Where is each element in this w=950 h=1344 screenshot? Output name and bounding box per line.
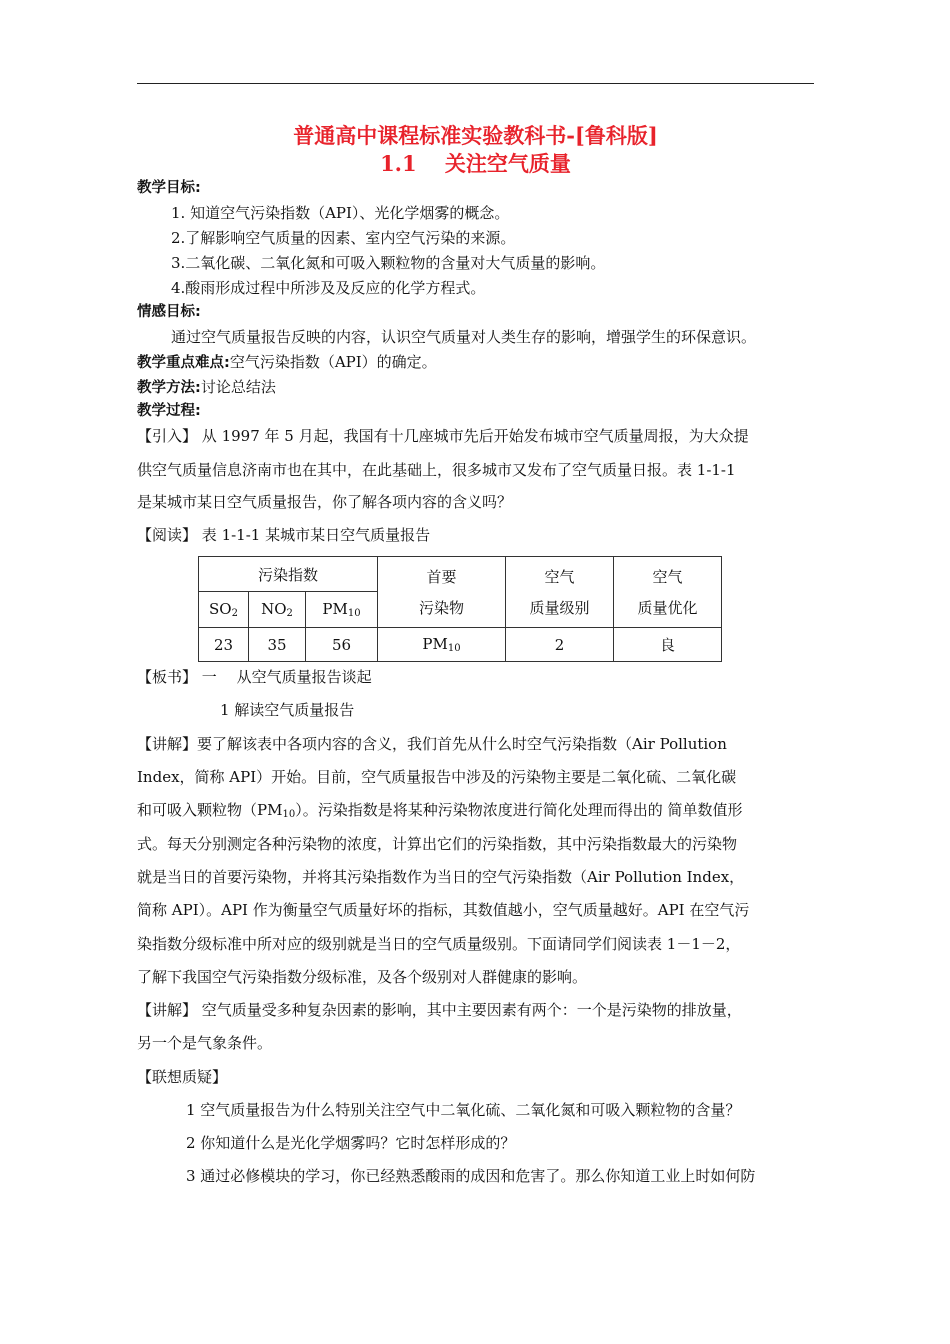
objective-item: 2.了解影响空气质量的因素、室内空气污染的来源。 [171, 229, 516, 247]
explain1-line-8: 了解下我国空气污染指数分级标准，及各个级别对人群健康的影响。 [137, 968, 588, 986]
focus-text: 空气污染指数（API）的确定。 [229, 353, 437, 371]
emotion-label: 情感目标: [137, 304, 201, 320]
air-quality-table [198, 556, 722, 662]
header-no2: $NO_2$ [249, 592, 306, 628]
section-title: 1.1 关注空气质量 [380, 151, 571, 176]
questions-tag: 【联想质疑】 [137, 1068, 228, 1086]
explain-tag: 【讲解】 [137, 735, 198, 753]
explain2-line-1: 【讲解】 空气质量受多种复杂因素的影响，其中主要因素有两个：一个是污染物的排放量， [137, 1001, 742, 1019]
explain1-line-7: 染指数分级标准中所对应的级别就是当日的空气质量级别。下面请同学们阅读表 1－1－2， [137, 935, 741, 953]
value-primary-pollutant: $PM_{10}$ [378, 628, 506, 662]
method-line [137, 377, 276, 398]
explain2-line-2: 另一个是气象条件。 [137, 1034, 273, 1052]
board-line-2: 1 解读空气质量报告 [220, 701, 355, 719]
board-line-1: 【板书】 一 从空气质量报告谈起 [137, 668, 372, 686]
header-primary-pollutant: 首要 污染物 [378, 557, 506, 628]
question-item: 3 通过必修模块的学习，你已经熟悉酸雨的成因和危害了。那么你知道工业上时如何防 [186, 1167, 756, 1185]
objective-item: 4.酸雨形成过程中所涉及及反应的化学方程式。 [171, 279, 486, 297]
intro-line-3: 是某城市某日空气质量报告，你了解各项内容的含义吗？ [137, 493, 513, 511]
explain1-line-5: 就是当日的首要污染物，并将其污染指数作为当日的空气污染指数（Air Pollution Index， [137, 868, 745, 886]
explain-tag: 【讲解】 [137, 1001, 198, 1019]
emotion-text: 通过空气质量报告反映的内容，认识空气质量对人类生存的影响，增强学生的环保意识。 [171, 328, 757, 346]
explain1-line-4: 式。每天分别测定各种污染物的浓度，计算出它们的污染指数，其中污染指数最大的污染物 [137, 835, 738, 853]
header-pm10: $PM_{10}$ [306, 592, 378, 628]
intro-tag: 【引入】 [137, 427, 198, 445]
intro-line-2: 供空气质量信息济南市也在其中，在此基础上，很多城市又发布了空气质量日报。表 1-1-1 [137, 461, 736, 479]
document-title: 普通高中课程标准实验教科书-[鲁科版] [293, 123, 658, 148]
value-quality-level: 2 [506, 628, 614, 662]
reading-tag: 【阅读】 [137, 526, 198, 544]
objective-item: 3.二氧化碳、二氧化氮和可吸入颗粒物的含量对大气质量的影响。 [171, 254, 606, 272]
explain1-line-1: 【讲解】要了解该表中各项内容的含义，我们首先从什么时空气污染指数（Air Pollution [137, 735, 727, 753]
table-caption: 表 1-1-1 某城市某日空气质量报告 [201, 526, 431, 544]
objective-item: 1. 知道空气污染指数（API）、光化学烟雾的概念。 [171, 204, 510, 222]
header-pollution-index: 污染指数 [199, 557, 378, 592]
focus-line [137, 352, 437, 373]
process-label: 教学过程: [137, 403, 201, 419]
value-so2: 23 [199, 628, 249, 662]
header-so2: $SO_2$ [199, 592, 249, 628]
explain1-line-6: 简称 API）。API 作为衡量空气质量好坏的指标，其数值越小，空气质量越好。API 在空气污 [137, 901, 750, 919]
explain1-line-2: Index，简称 API）开始。目前，空气质量报告中涉及的污染物主要是二氧化硫、二氧化碳 [137, 768, 737, 786]
board-tag: 【板书】 [137, 668, 198, 686]
explain1-line-3: 和可吸入颗粒物$(PM_{10})$。污染指数是将某种污染物浓度进行简化处理而得出的 简单数值形 [137, 801, 743, 820]
value-no2: 35 [249, 628, 306, 662]
method-label: 教学方法: [137, 380, 201, 396]
value-quality-rating: 良 [614, 628, 722, 662]
header-quality-rating: 空气 质量优化 [614, 557, 722, 628]
method-text: 讨论总结法 [200, 378, 276, 396]
question-item: 1 空气质量报告为什么特别关注空气中二氧化硫、二氧化氮和可吸入颗粒物的含量？ [186, 1101, 741, 1119]
question-item: 2 你知道什么是光化学烟雾吗？它时怎样形成的？ [186, 1134, 516, 1152]
focus-label: 教学重点难点: [137, 355, 230, 371]
header-quality-level: 空气 质量级别 [506, 557, 614, 628]
objectives-label: 教学目标: [137, 180, 201, 196]
header-rule [137, 83, 814, 84]
intro-line-1: 【引入】 从 1997 年 5 月起，我国有十几座城市先后开始发布城市空气质量周报，为大众提 [137, 427, 749, 445]
value-pm10: 56 [306, 628, 378, 662]
reading-line [137, 525, 430, 545]
